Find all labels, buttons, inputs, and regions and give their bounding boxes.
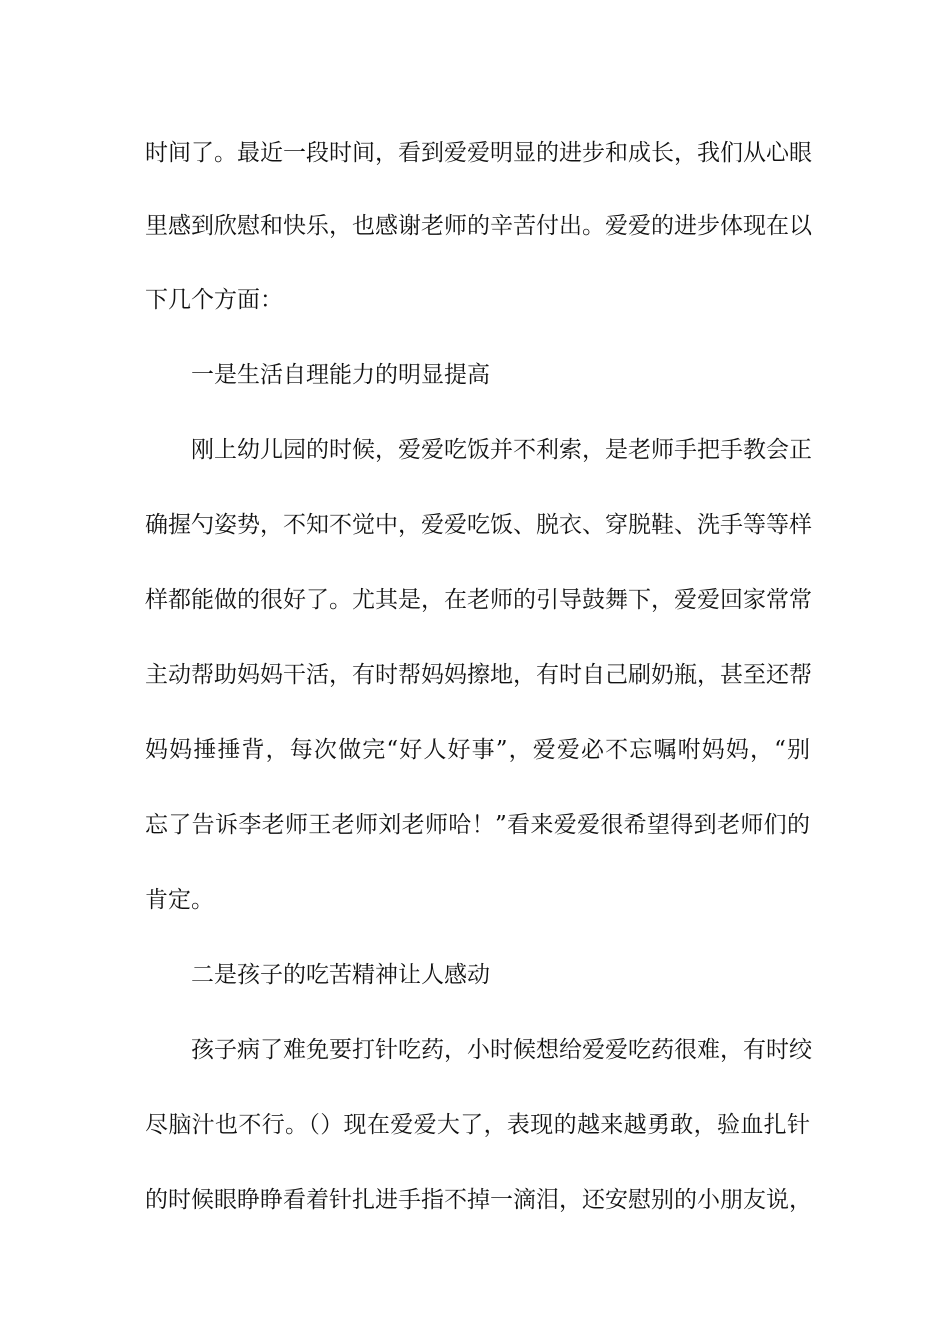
paragraph-line: 刚上幼儿园的时候，爱爱吃饭并不利索，是老师手把手教会正 (191, 437, 812, 463)
section-heading-2: 二是孩子的吃苦精神让人感动 (191, 962, 490, 988)
paragraph-line: 里感到欣慰和快乐，也感谢老师的辛苦付出。爱爱的进步体现在以 (145, 213, 812, 239)
paragraph-line: 时间了。最近一段时间，看到爱爱明显的进步和成长，我们从心眼 (145, 140, 812, 166)
paragraph-line: 肯定。 (145, 887, 214, 913)
paragraph-line: 样都能做的很好了。尤其是，在老师的引导鼓舞下，爱爱回家常常 (145, 587, 812, 613)
paragraph-line: 确握勺姿势，不知不觉中，爱爱吃饭、脱衣、穿脱鞋、洗手等等样 (145, 512, 812, 538)
paragraph-line: 尽脑汁也不行。（）现在爱爱大了，表现的越来越勇敢，验血扎针 (145, 1112, 810, 1138)
paragraph-line: 忘了告诉李老师王老师刘老师哈！”看来爱爱很希望得到老师们的 (145, 812, 810, 838)
section-heading-1: 一是生活自理能力的明显提高 (191, 362, 490, 388)
paragraph-line: 下几个方面： (145, 287, 283, 313)
paragraph-line: 主动帮助妈妈干活，有时帮妈妈擦地，有时自己刷奶瓶，甚至还帮 (145, 662, 812, 688)
paragraph-line: 妈妈捶捶背，每次做完“好人好事”，爱爱必不忘嘱咐妈妈，“别 (145, 737, 810, 763)
paragraph-line: 的时候眼睁睁看着针扎进手指不掉一滴泪，还安慰别的小朋友说， (145, 1187, 812, 1213)
paragraph-line: 孩子病了难免要打针吃药，小时候想给爱爱吃药很难，有时绞 (191, 1037, 812, 1063)
